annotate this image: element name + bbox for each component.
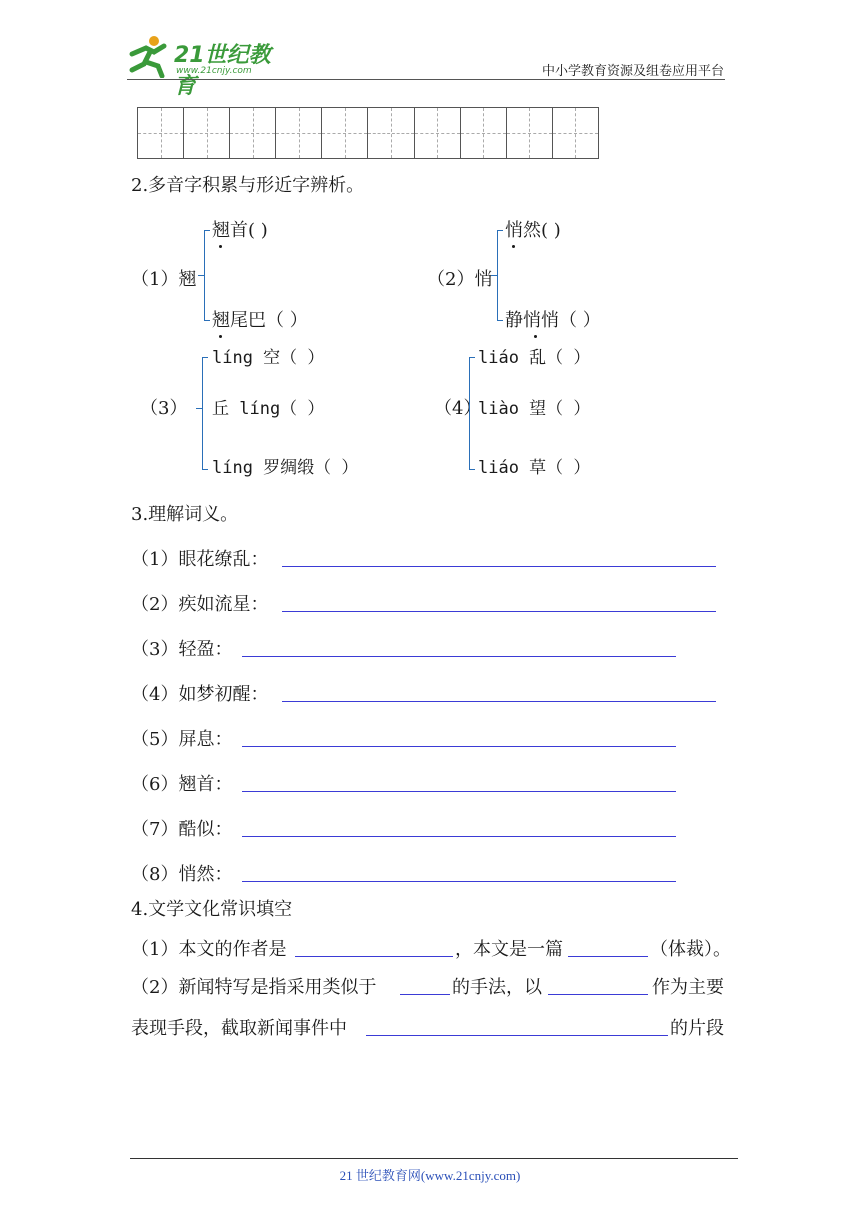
grid-cell (461, 108, 507, 158)
q2-item3-label: （3） (140, 398, 188, 419)
answer-line[interactable] (242, 746, 676, 747)
grid-cell (322, 108, 368, 158)
answer-line[interactable] (242, 791, 676, 792)
grid-cell (368, 108, 414, 158)
q4-line3-a: 表现手段，截取新闻事件中 (131, 1018, 347, 1039)
emphasis-dot (219, 335, 222, 338)
brace-tick (469, 357, 475, 358)
answer-line[interactable] (366, 1035, 668, 1036)
runner-logo-icon (124, 34, 174, 78)
header-right-text: 中小学教育资源及组卷应用平台 (541, 64, 724, 79)
answer-line[interactable] (242, 836, 676, 837)
brace-tick (204, 320, 210, 321)
q2-item3-brace (202, 357, 203, 469)
answer-line[interactable] (242, 656, 676, 657)
q4-line2-a: （2）新闻特写是指采用类似于 (131, 977, 377, 998)
brace-tick (204, 230, 210, 231)
brace-tick (497, 230, 503, 231)
brace-tick (202, 469, 208, 470)
q4-line2-b: 的手法，以 (452, 977, 542, 998)
q2-item2-b: 静悄悄（ ） (505, 310, 601, 331)
q2-item4-brace (469, 357, 470, 469)
q2-item1-brace (204, 230, 205, 320)
q3-item-4: （4）如梦初醒： (131, 684, 269, 705)
q3-item-6: （6）翘首： (131, 774, 233, 795)
grid-cell (507, 108, 553, 158)
q2-item1-b: 翘尾巴（ ） (212, 310, 308, 331)
q2-item3-c: líng 罗绸缎（ ） (212, 458, 359, 478)
answer-line[interactable] (548, 994, 648, 995)
grid-cell (553, 108, 598, 158)
q2-item4-a: liáo 乱（ ） (478, 348, 591, 368)
q4-line1-a: （1）本文的作者是 (131, 939, 287, 960)
q2-item4-c: liáo 草（ ） (478, 458, 591, 478)
q2-item3-b: 丘 líng（ ） (212, 399, 325, 419)
q3-item-8: （8）悄然： (131, 864, 233, 885)
q2-title: 2.多音字积累与形近字辨析。 (131, 175, 365, 196)
brace-tick (491, 275, 497, 276)
brace-tick (469, 469, 475, 470)
footer-rule (130, 1158, 738, 1159)
q2-item4-label: （4） (434, 398, 482, 419)
q3-item-5: （5）屏息： (131, 729, 233, 750)
grid-cell (230, 108, 276, 158)
footer-text[interactable]: 21 世纪教育网(www.21cnjy.com) (339, 1168, 521, 1183)
q2-item2-a: 悄然( ) (505, 220, 561, 241)
q2-item2-brace (497, 230, 498, 320)
q4-line3-b: 的片段 (670, 1018, 724, 1039)
answer-line[interactable] (282, 566, 716, 567)
q3-item-3: （3）轻盈： (131, 639, 233, 660)
header-rule (127, 79, 725, 80)
q4-line1-b: ，本文是一篇 (455, 939, 563, 960)
answer-line[interactable] (568, 956, 648, 957)
q4-line2-c: 作为主要 (652, 977, 724, 998)
brace-tick (202, 357, 208, 358)
q2-item4-b: liào 望（ ） (478, 399, 591, 419)
answer-line[interactable] (400, 994, 450, 995)
brace-tick (198, 275, 204, 276)
q2-item1-a: 翘首( ) (212, 220, 268, 241)
q3-item-7: （7）酷似： (131, 819, 233, 840)
writing-grid (137, 107, 599, 159)
answer-line[interactable] (242, 881, 676, 882)
brace-tick (196, 408, 202, 409)
q2-item1-label: （1）翘 (131, 269, 197, 290)
logo-url: www.21cnjy.com (176, 66, 252, 76)
q3-item-2: （2）疾如流星： (131, 594, 269, 615)
answer-line[interactable] (295, 956, 453, 957)
q4-line1-c: （体裁）。 (650, 939, 731, 960)
grid-cell (276, 108, 322, 158)
emphasis-dot (512, 245, 515, 248)
grid-cell (138, 108, 184, 158)
answer-line[interactable] (282, 701, 716, 702)
header-logo (124, 34, 289, 99)
emphasis-dot (534, 335, 537, 338)
brace-tick (497, 320, 503, 321)
emphasis-dot (219, 245, 222, 248)
q3-title: 3.理解词义。 (131, 504, 239, 525)
q3-item-1: （1）眼花缭乱： (131, 549, 269, 570)
q2-item3-a: líng 空（ ） (212, 348, 325, 368)
grid-cell (184, 108, 230, 158)
q4-title: 4.文学文化常识填空 (131, 899, 293, 920)
q2-item2-label: （2）悄 (427, 269, 493, 290)
logo-text: 21世纪教育 (174, 43, 271, 99)
answer-line[interactable] (282, 611, 716, 612)
grid-cell (415, 108, 461, 158)
